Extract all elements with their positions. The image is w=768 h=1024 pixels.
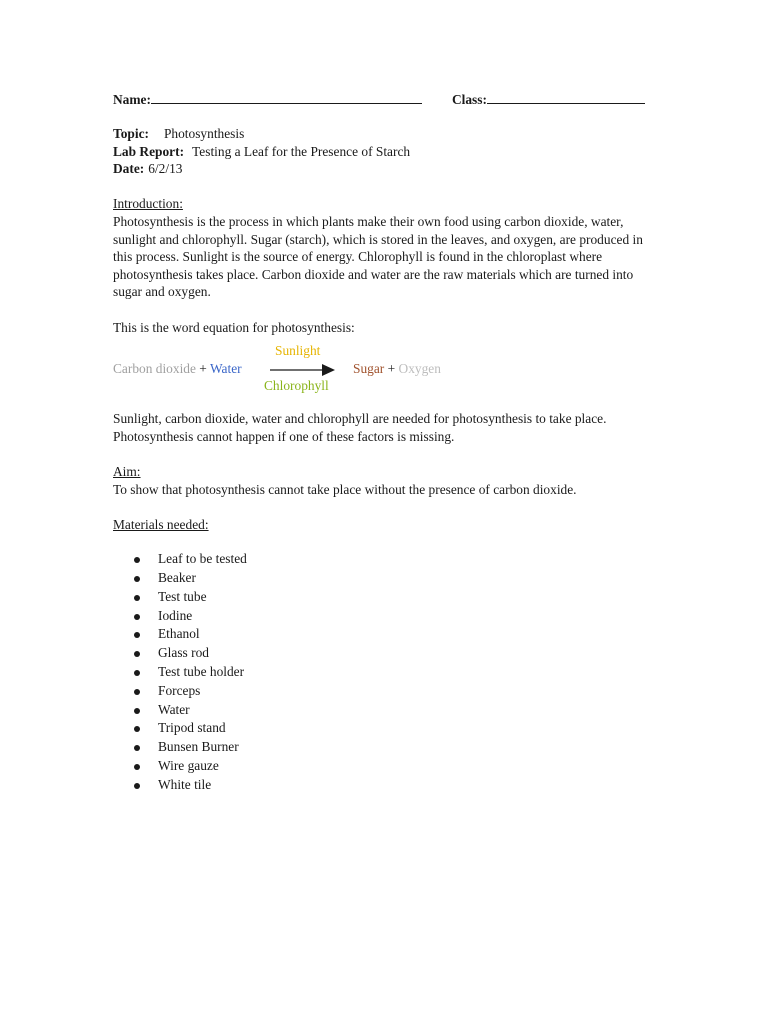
name-blank-line — [151, 90, 422, 104]
arrow-label-sunlight: Sunlight — [275, 343, 321, 359]
material-label: Glass rod — [158, 645, 209, 661]
spacer — [113, 110, 658, 125]
lab-report-value: Testing a Leaf for the Presence of Starch — [192, 143, 411, 159]
equation-intro: This is the word equation for photosynthesis: — [113, 319, 355, 335]
bullet-icon — [134, 670, 140, 676]
bullet-icon — [134, 651, 140, 657]
spacer — [113, 498, 658, 516]
spacer — [113, 445, 658, 463]
list-item — [113, 776, 658, 795]
bullet-icon — [134, 708, 140, 714]
reaction-arrow-icon — [270, 363, 336, 377]
reactant-water: Water — [209, 361, 242, 377]
introduction-heading: Introduction: — [113, 196, 183, 212]
lab-report-label: Lab Report: — [113, 143, 185, 159]
material-label: Ethanol — [158, 626, 200, 642]
material-label: White tile — [158, 776, 212, 792]
reactant-carbon-dioxide: Carbon dioxide — [113, 361, 196, 377]
class-label: Class: — [451, 92, 487, 107]
bullet-icon — [134, 614, 140, 620]
topic-value: Photosynthesis — [163, 126, 245, 141]
bullet-icon — [134, 557, 140, 563]
bullet-icon — [134, 726, 140, 732]
bullet-icon — [134, 689, 140, 695]
arrow-label-chlorophyll: Chlorophyll — [264, 378, 329, 394]
bullet-icon — [134, 632, 140, 638]
list-item — [113, 644, 658, 663]
aim-heading: Aim: — [113, 463, 141, 479]
name-label: Name: — [113, 92, 151, 107]
list-item — [113, 625, 658, 644]
list-item — [113, 569, 658, 588]
material-label: Test tube holder — [158, 664, 245, 680]
bullet-icon — [134, 576, 140, 582]
document-page — [113, 90, 658, 795]
topic-label: Topic: — [113, 126, 149, 141]
aim-text: To show that photosynthesis cannot take place without the presence of carbon dioxide. — [113, 481, 577, 497]
word-equation — [113, 342, 658, 396]
material-label: Forceps — [158, 682, 201, 698]
materials-list — [113, 550, 658, 794]
product-sugar: Sugar — [353, 361, 385, 377]
material-label: Water — [158, 701, 190, 717]
list-item — [113, 757, 658, 776]
spacer — [113, 178, 658, 196]
material-label: Leaf to be tested — [158, 551, 247, 567]
material-label: Iodine — [158, 607, 193, 623]
material-label: Tripod stand — [158, 720, 226, 736]
date-label: Date: — [113, 161, 145, 177]
introduction-text: Photosynthesis is the process in which plants make their own food using carbon dioxide, water, sunlight and chlorophyll. Sugar (starch), which is stored in the leaves, and oxygen, are produced in this process. Sunlight is the source of energy. Chlorophyll is found in the chloroplast where photosynthesis takes place. Carbon dioxide and water are the raw materials which are turned into sugar and oxygen. — [113, 213, 643, 300]
material-label: Wire gauze — [158, 758, 219, 774]
bullet-icon — [134, 783, 140, 789]
list-item — [113, 738, 658, 757]
date-value: 6/2/13 — [148, 161, 183, 177]
factors-text: Sunlight, carbon dioxide, water and chlorophyll are needed for photosynthesis to take place. Photosynthesis cannot happen if one of these factors is missing. — [113, 411, 607, 444]
equation-reactants — [113, 360, 242, 378]
name-class-line — [113, 90, 658, 110]
materials-heading: Materials needed: — [113, 516, 209, 532]
list-item — [113, 719, 658, 738]
bullet-icon — [134, 745, 140, 751]
date-line — [113, 160, 658, 178]
material-label: Beaker — [158, 570, 196, 586]
equation-products — [353, 360, 441, 378]
bullet-icon — [134, 595, 140, 601]
spacer — [113, 301, 658, 319]
material-label: Bunsen Burner — [158, 739, 239, 755]
list-item — [113, 550, 658, 569]
bullet-icon — [134, 764, 140, 770]
material-label: Test tube — [158, 588, 207, 604]
list-item — [113, 607, 658, 626]
list-item — [113, 663, 658, 682]
list-item — [113, 588, 658, 607]
product-oxygen: Oxygen — [398, 361, 441, 377]
list-item — [113, 701, 658, 720]
plus-sign: + — [199, 361, 207, 377]
lab-report-line — [113, 143, 658, 161]
plus-sign: + — [387, 361, 396, 377]
topic-line — [113, 125, 658, 143]
list-item — [113, 682, 658, 701]
class-blank-line — [487, 90, 645, 104]
